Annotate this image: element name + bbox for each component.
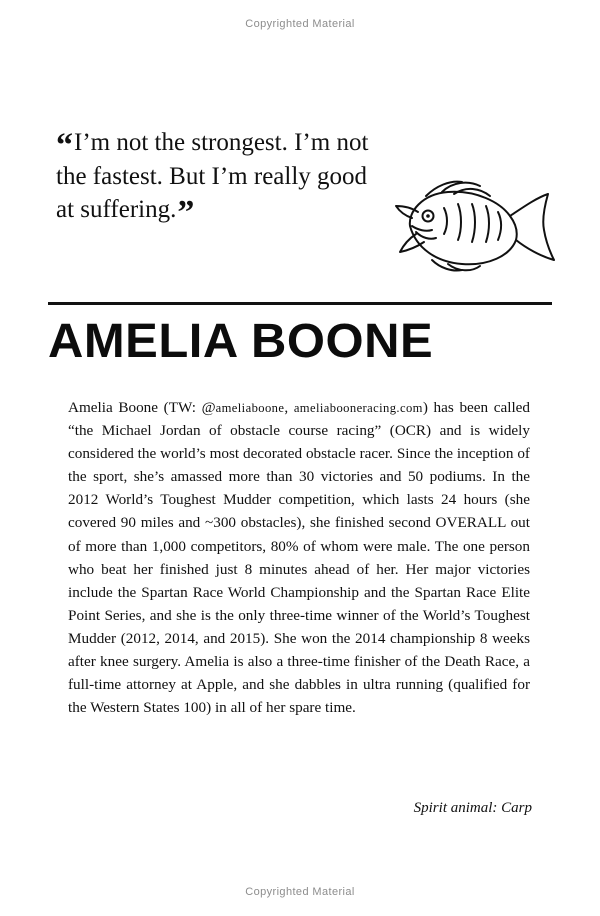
bio-part-1: Amelia Boone (TW: @	[68, 399, 216, 416]
page-title: AMELIA BOONE	[48, 315, 434, 368]
bio-website: ameliabooneracing.com	[293, 401, 423, 415]
heading-divider-rule	[48, 302, 552, 305]
bio-part-3: ) has been called “the Michael Jordan of obstacle course racing” (OCR) and is widely considered the world’s most decorated obstacle racer. Since the inception of the sport, she’s amassed more than 30 victories and 50 podiums. In the 2012 World’s Toughest Mudder competition, which lasts 24 hours (she covered 90 miles and ~300 obstacles), she finished second OVERALL out of more than 1,000 competitors, 80% of whom were male. The one person who beat her finished just 8 minutes ahead of her. Her major victories include the Spartan Race World Championship and the Spartan Race Elite Point Series, and she is the only three-time winner of the World’s Toughest Mudder (2012, 2014, and 2015). She won the 2014 championship 8 weeks after knee surgery. Amelia is also a three-time finisher of the Death Race, a full-time attorney at Apple, and she dabbles in ultra running (qualified for the Western States 100) in all of her spare time.	[68, 399, 531, 717]
pull-quote-text	[56, 126, 376, 231]
open-quote-mark: “	[56, 127, 73, 164]
copyright-watermark-top: Copyrighted Material	[245, 18, 355, 30]
copyright-watermark-bottom: Copyrighted Material	[245, 886, 355, 898]
quote-body: I’m not the strongest. I’m not the fastest. But I’m really good at suffering.	[56, 129, 369, 223]
close-quote-mark: ”	[177, 194, 195, 231]
bio-handle: ameliaboone	[215, 401, 285, 415]
carp-fish-icon	[392, 168, 562, 278]
bio-paragraph	[68, 396, 530, 719]
pull-quote	[56, 126, 376, 231]
spirit-animal-line: Spirit animal: Carp	[413, 800, 532, 816]
bio-part-2: ,	[284, 399, 294, 416]
